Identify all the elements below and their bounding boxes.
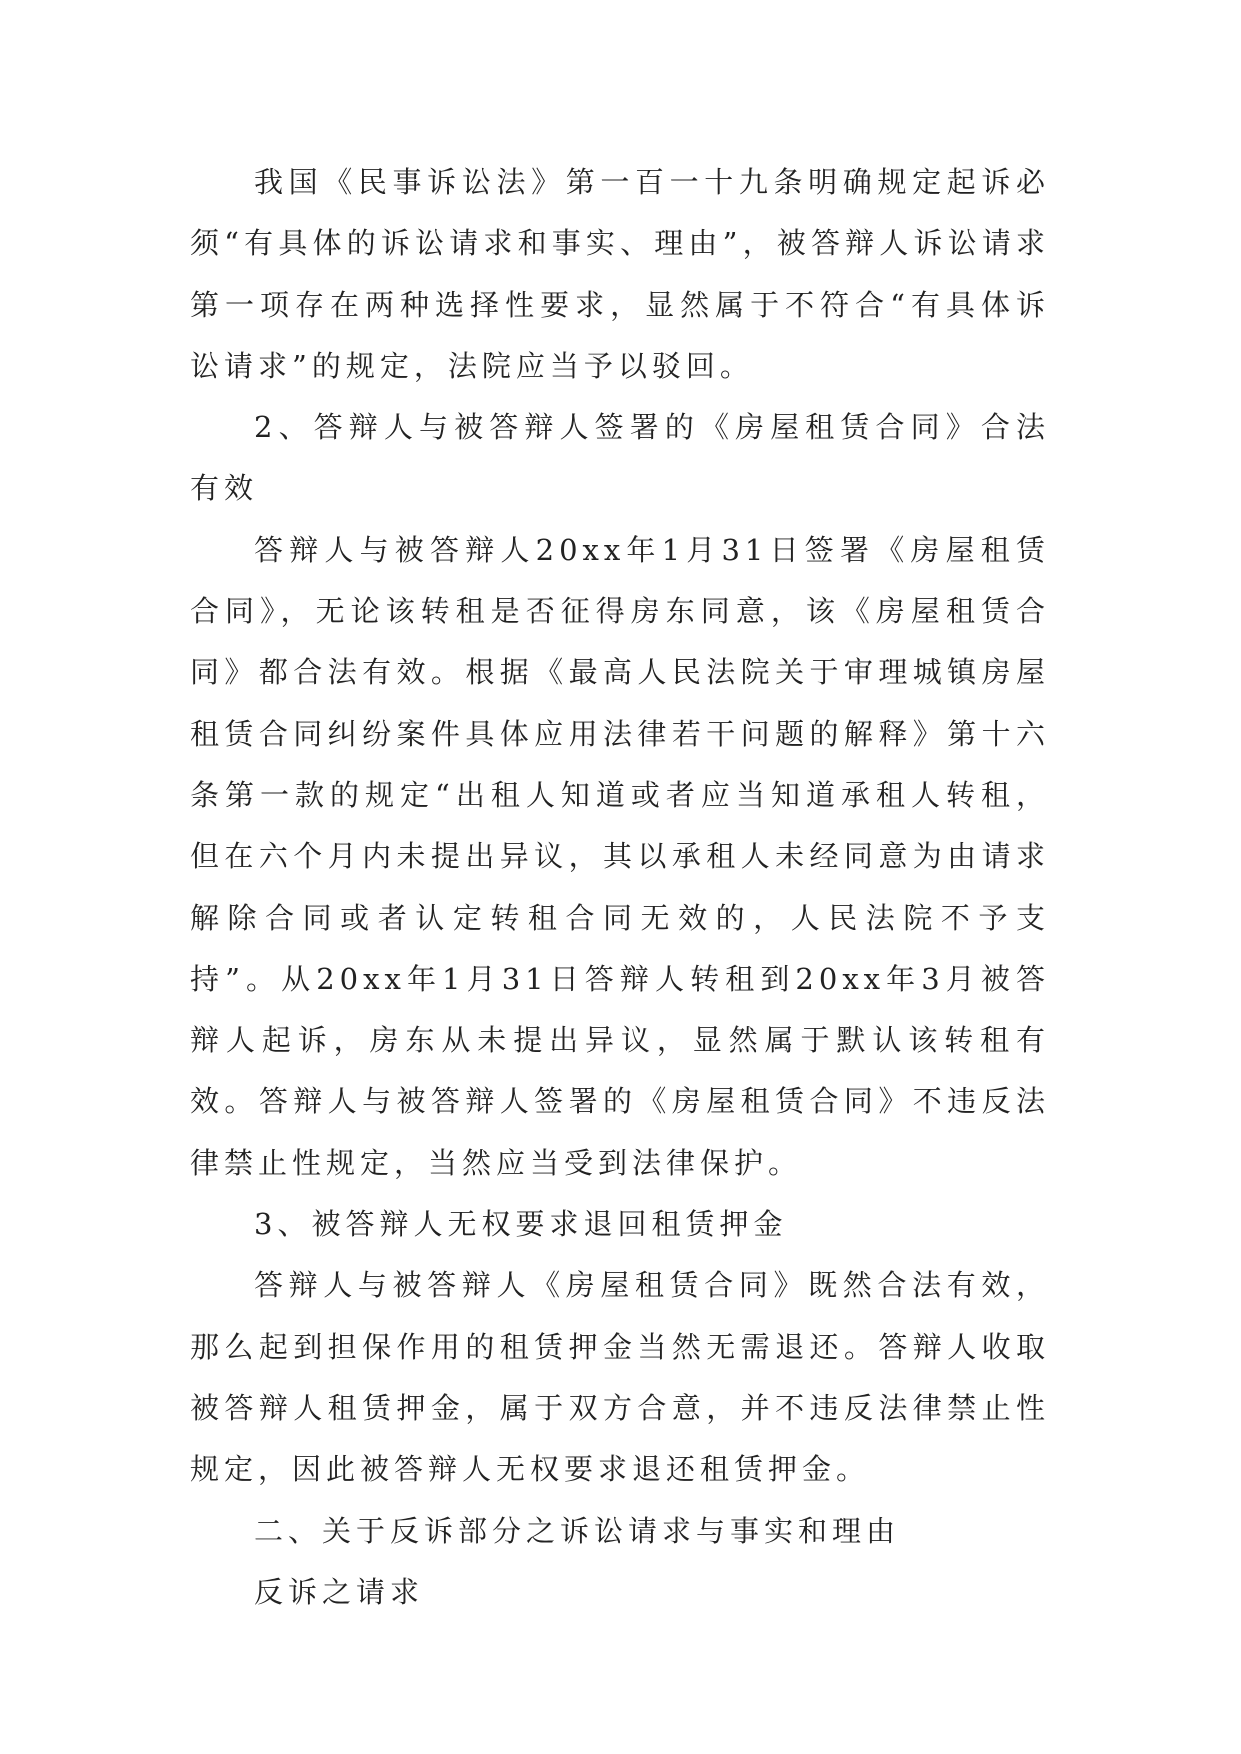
heading-contract-validity: 2、答辩人与被答辩人签署的《房屋租赁合同》合法有效	[190, 410, 1050, 506]
paragraph-civil-procedure-law: 我国《民事诉讼法》第一百一十九条明确规定起诉必须“有具体的诉讼请求和事实、理由”，被答辩人诉讼请求第一项存在两种选择性要求，显然属于不符合“有具体诉讼请求”的规定，法院应当予以驳回。	[190, 165, 1050, 383]
heading-counterclaim-request: 反诉之请求	[254, 1574, 425, 1609]
heading-deposit: 3、被答辩人无权要求退回租赁押金	[254, 1207, 788, 1242]
document-body	[190, 152, 1050, 1623]
heading-counterclaim: 二、关于反诉部分之诉讼请求与事实和理由	[254, 1513, 901, 1548]
paragraph-deposit: 答辩人与被答辩人《房屋租赁合同》既然合法有效，那么起到担保作用的租赁押金当然无需退还。答辩人收取被答辩人租赁押金，属于双方合意，并不违反法律禁止性规定，因此被答辩人无权要求退还租赁押金。	[190, 1268, 1050, 1487]
paragraph-contract-validity: 答辩人与被答辩人20xx年1月31日签署《房屋租赁合同》，无论该转租是否征得房东同意，该《房屋租赁合同》都合法有效。根据《最高人民法院关于审理城镇房屋租赁合同纠纷案件具体应用法律若干问题的解释》第十六条第一款的规定“出租人知道或者应当知道承租人转租，但在六个月内未提出异议，其以承租人未经同意为由请求解除合同或者认定转租合同无效的，人民法院不予支持”。从20xx年1月31日答辩人转租到20xx年3月被答辩人起诉，房东从未提出异议，显然属于默认该转租有效。答辩人与被答辩人签署的《房屋租赁合同》不违反法律禁止性规定，当然应当受到法律保护。	[190, 532, 1050, 1180]
